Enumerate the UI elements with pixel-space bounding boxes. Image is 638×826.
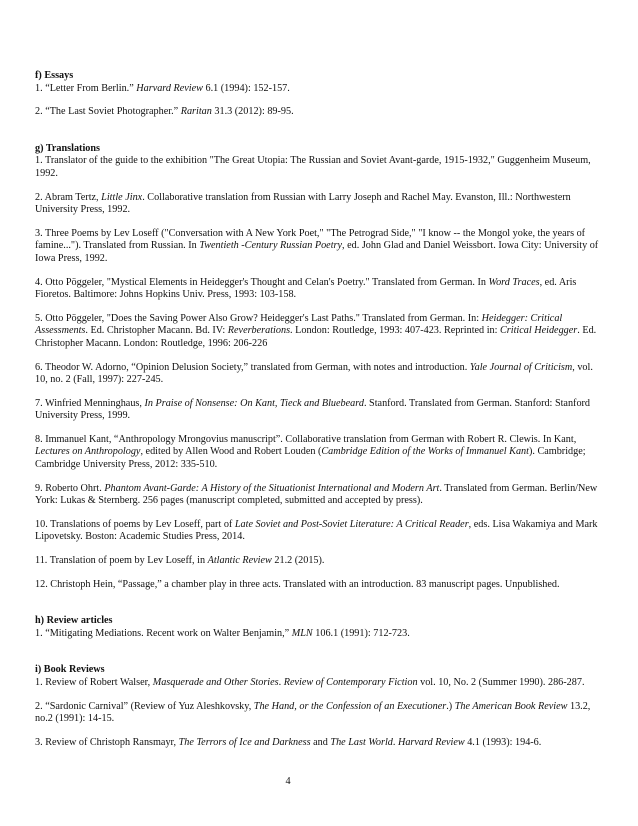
- translation-entry-3: 3. Three Poems by Lev Loseff ("Conversation with A New York Poet," "The Petrograd Side," "I know -- the Mongol yoke, the years of famine..."). Translated from Russian. In Twentieth -Century Russian Poetry, ed. John Glad and Daniel Weissbort. Iowa City: University of Iowa Press, 1992.: [35, 227, 599, 264]
- translation-entry-8: 8. Immanuel Kant, “Anthropology Mrongovius manuscript”. Collaborative translation from German with Robert R. Clewis. In Kant, Lectures on Anthropology, edited by Allen Wood and Robert Louden (Cambridge Edition of the Works of Immanuel Kant). Cambridge; Cambridge University Press, 2012: 335-510.: [35, 433, 586, 471]
- italic-title: Critical Heidegger: [500, 325, 578, 337]
- essay-entry-2: 2. “The Last Soviet Photographer.” Raritan 31.3 (2012): 89-95.: [35, 106, 294, 118]
- italic-title: Harvard Review: [397, 736, 465, 748]
- section-heading-translations: g) Translations: [35, 142, 101, 154]
- italic-title: Word Traces: [488, 276, 540, 288]
- italic-title: The Hand, or the Confession of an Executioner: [253, 700, 447, 712]
- book-review-entry-3: 3. Review of Christoph Ransmayr, The Terrors of Ice and Darkness and The Last World. Harvard Review 4.1 (1993): 194-6.: [35, 736, 542, 748]
- italic-title: Lectures on Anthropology: [35, 446, 141, 458]
- italic-title: Harvard Review: [136, 82, 203, 94]
- book-review-entry-2: 2. “Sardonic Carnival” (Review of Yuz Aleshkovsky, The Hand, or the Confession of an Executioner.) The American Book Review 13.2, no.2 (1991): 14-15.: [35, 700, 591, 725]
- italic-title: Twentieth -Century Russian Poetry: [199, 240, 343, 252]
- translation-entry-12: 12. Christoph Hein, “Passage,” a chamber play in three acts. Translated with an introduction. 83 manuscript pages. Unpublished.: [35, 578, 560, 590]
- translation-entry-11: 11. Translation of poem by Lev Loseff, in Atlantic Review 21.2 (2015).: [35, 555, 325, 567]
- translation-entry-10: 10. Translations of poems by Lev Loseff, part of Late Soviet and Post-Soviet Literature: A Critical Reader, eds. Lisa Wakamiya and Mark Lipovetsky. Boston: Academic Studies Press, 2014.: [35, 518, 598, 543]
- italic-title: The American Book Review: [454, 700, 568, 712]
- italic-title: Reverberations: [227, 325, 291, 337]
- translation-entry-9: 9. Roberto Ohrt. Phantom Avant-Garde: A History of the Situationist International and Modern Art. Translated from German. Berlin/New York: Lukas & Sternberg. 256 pages (manuscript completed, submitted and accepted by press).: [35, 482, 598, 507]
- italic-title: The Last World: [330, 736, 393, 748]
- italic-title: Atlantic Review: [207, 555, 272, 567]
- section-heading-review-articles: h) Review articles: [35, 615, 113, 627]
- italic-title: In Praise of Nonsense: On Kant, Tieck and Bluebeard: [144, 397, 364, 409]
- italic-title: Phantom Avant-Garde: A History of the Situationist International and Modern Art: [104, 482, 440, 494]
- italic-title: Late Soviet and Post-Soviet Literature: A Critical Reader: [234, 518, 469, 530]
- section-heading-essays: f) Essays: [35, 70, 74, 81]
- translation-entry-1: 1. Translator of the guide to the exhibition "The Great Utopia: The Russian and Soviet Avant-garde, 1915-1932," Guggenheim Museum, 1992.: [35, 155, 591, 179]
- italic-title: Review of Contemporary Fiction: [283, 677, 418, 688]
- italic-title: Yale Journal of Criticism: [469, 361, 573, 373]
- translation-entry-6: 6. Theodor W. Adorno, “Opinion Delusion Society,” translated from German, with notes and introduction. Yale Journal of Criticism, vol. 10, no. 2 (Fall, 1997): 227-245.: [35, 361, 593, 386]
- book-review-entry-1: 1. Review of Robert Walser, Masquerade and Other Stories. Review of Contemporary Fiction vol. 10, No. 2 (Summer 1990). 286-287.: [35, 677, 585, 688]
- essay-entry-1: 1. “Letter From Berlin.” Harvard Review 6.1 (1994): 152-157.: [35, 82, 290, 94]
- italic-title: The Terrors of Ice and Darkness: [178, 736, 311, 748]
- italic-title: Little Jinx: [101, 191, 143, 203]
- translation-entry-4: 4. Otto Pöggeler, "Mystical Elements in Heidegger's Thought and Celan's Poetry." Translated from German. In Word Traces, ed. Aris Fioretos. Baltimore: Johns Hopkins Univ. Press, 1993: 103-158.: [35, 276, 577, 301]
- page-number: 4: [285, 776, 291, 787]
- italic-title: MLN: [291, 627, 313, 639]
- review-article-entry-1: 1. “Mitigating Mediations. Recent work on Walter Benjamin,” MLN 106.1 (1991): 712-723.: [35, 627, 410, 639]
- section-heading-book-reviews: i) Book Reviews: [35, 664, 105, 676]
- cv-entries: [35, 70, 605, 749]
- translation-entry-2: 2. Abram Tertz, Little Jinx. Collaborative translation from Russian with Larry Joseph and Rachel May. Evanston, Ill.: Northwestern University Press, 1992.: [35, 191, 571, 216]
- italic-title: Cambridge Edition of the Works of Immanuel Kant: [321, 446, 529, 458]
- translation-entry-5: 5. Otto Pöggeler, "Does the Saving Power Also Grow? Heidegger's Last Paths." Translated from German. In: Heidegger: Critical Assessments. Ed. Christopher Macann. Bd. IV: Reverberations. London: Routledge, 1993: 407-423. Reprinted in: Critical Heidegger. Ed. Christopher Macann. London: Routledge, 1996: 206-226: [35, 312, 597, 349]
- italic-title: Heidegger: Critical Assessments: [35, 312, 563, 337]
- translation-entry-7: 7. Winfried Menninghaus, In Praise of Nonsense: On Kant, Tieck and Bluebeard. Stanford. Translated from German. Stanford: Stanford University Press, 1999.: [35, 397, 591, 422]
- italic-title: Raritan: [180, 106, 212, 118]
- italic-title: Masquerade and Other Stories: [152, 677, 279, 688]
